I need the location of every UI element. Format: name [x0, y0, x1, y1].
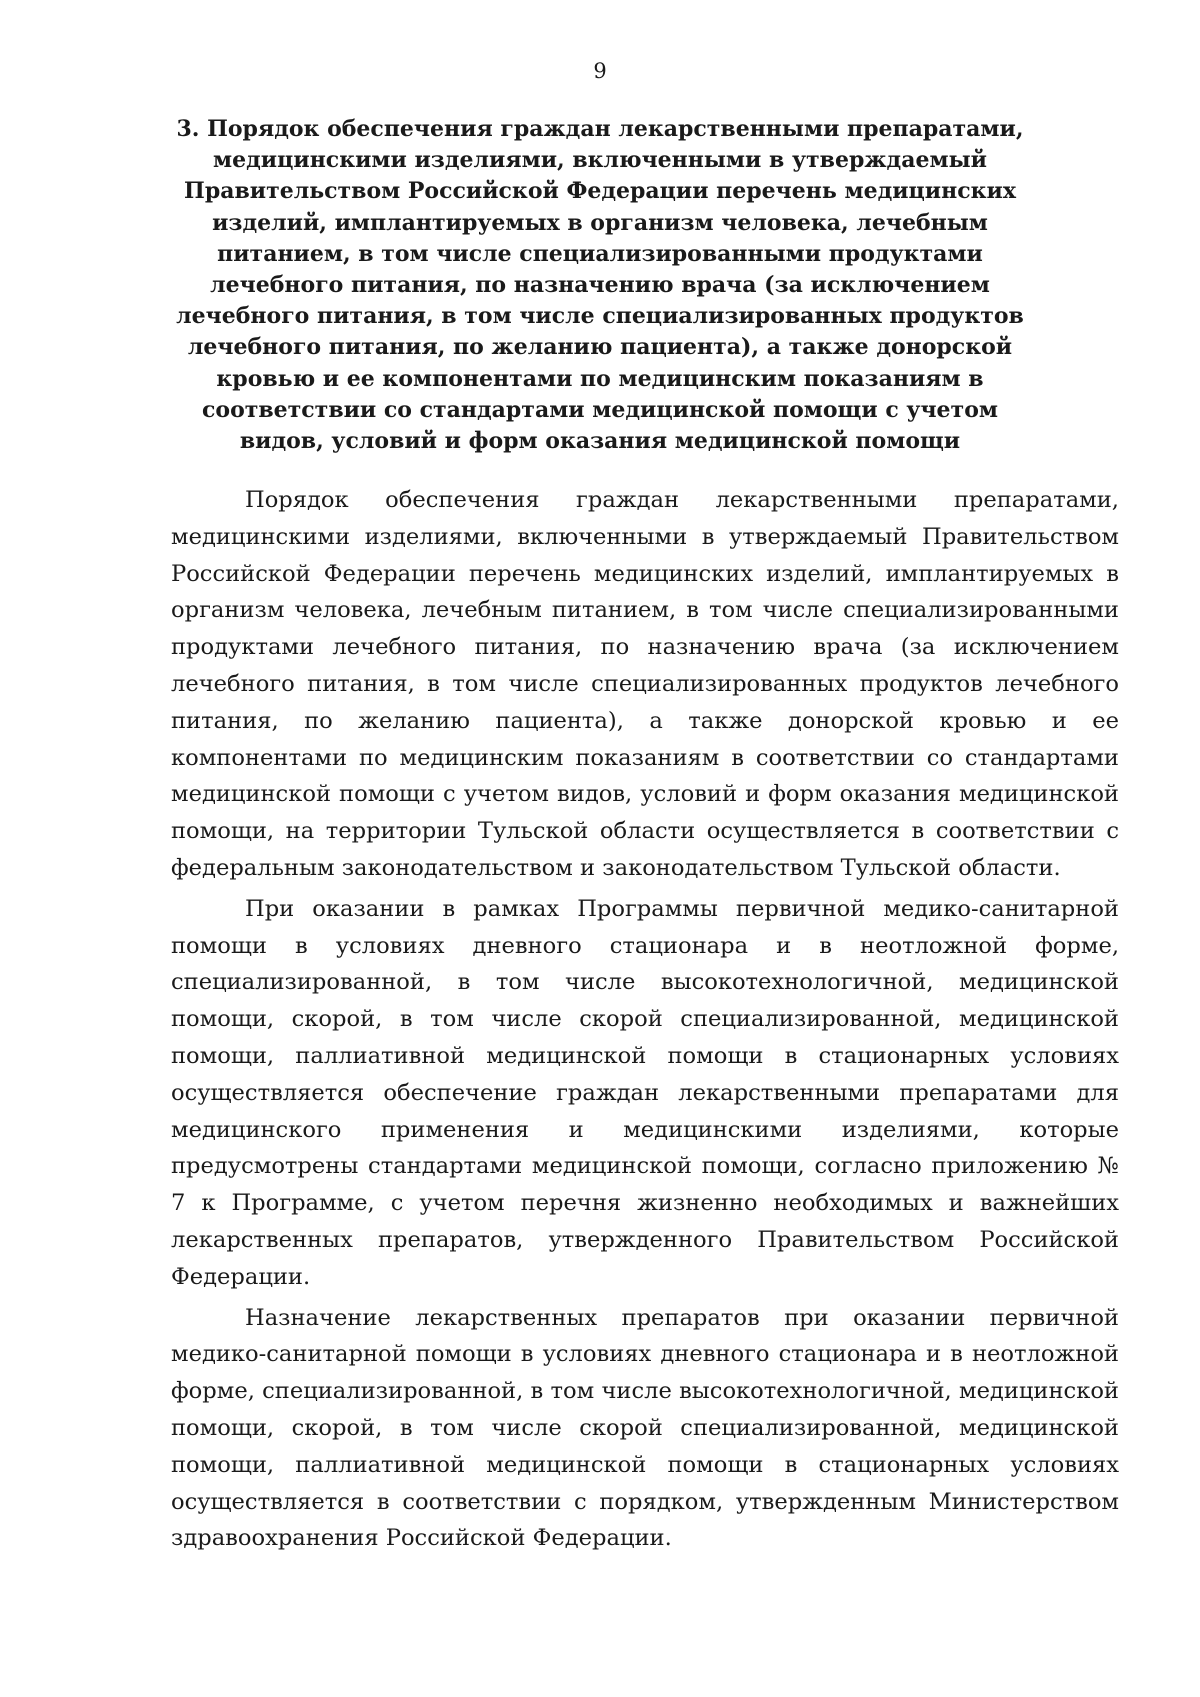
- page-number: 9: [593, 59, 607, 83]
- paragraph-procedure: Порядок обеспечения граждан лекарственными препаратами, медицинскими изделиями, включенными в утверждаемый Правительством Российской Федерации перечень медицинских изделий, имплантируемых в организм человека, лечебным питанием, в том числе специализированными продуктами лечебного питания, по назначению врача (за исключением лечебного питания, в том числе специализированных продуктов лечебного питания, по желанию пациента), а также донорской кровью и ее компонентами по медицинским показаниям в соответствии со стандартами медицинской помощи с учетом видов, условий и форм оказания медицинской помощи, на территории Тульской области осуществляется в соответствии с федеральным законодательством и законодательством Тульской области.: [171, 487, 1119, 881]
- body-text: [171, 482, 1119, 1561]
- section-heading: 3. Порядок обеспечения граждан лекарственными препаратами, медицинскими изделиями, включенными в утверждаемый Правительством Российской Федерации перечень медицинских изделий, имплантируемых в организм человека, лечебным питанием, в том числе специализированными продуктами лечебного питания, по назначению врача (за исключением лечебного питания, в том числе специализированных продуктов лечебного питания, по желанию пациента), а также донорской кровью и ее компонентами по медицинским показаниям в соответствии со стандартами медицинской помощи с учетом видов, условий и форм оказания медицинской помощи: [176, 116, 1024, 455]
- paragraph-prescription: Назначение лекарственных препаратов при оказании первичной медико-санитарной помощи в условиях дневного стационара и в неотложной форме, специализированной, в том числе высокотехнологичной, медицинской помощи, скорой, в том числе скорой специализированной, медицинской помощи, паллиативной медицинской помощи в стационарных условиях осуществляется в соответствии с порядком, утвержденным Министерством здравоохранения Российской Федерации.: [171, 1304, 1119, 1552]
- paragraph-provision: При оказании в рамках Программы первичной медико-санитарной помощи в условиях дневного стационара и в неотложной форме, специализированной, в том числе высокотехнологичной, медицинской помощи, скорой, в том числе скорой специализированной, медицинской помощи, паллиативной медицинской помощи в стационарных условиях осуществляется обеспечение граждан лекарственными препаратами для медицинского применения и медицинскими изделиями, которые предусмотрены стандартами медицинской помощи, согласно приложению № 7 к Программе, с учетом перечня жизненно необходимых и важнейших лекарственных препаратов, утвержденного Правительством Российской Федерации.: [171, 895, 1119, 1290]
